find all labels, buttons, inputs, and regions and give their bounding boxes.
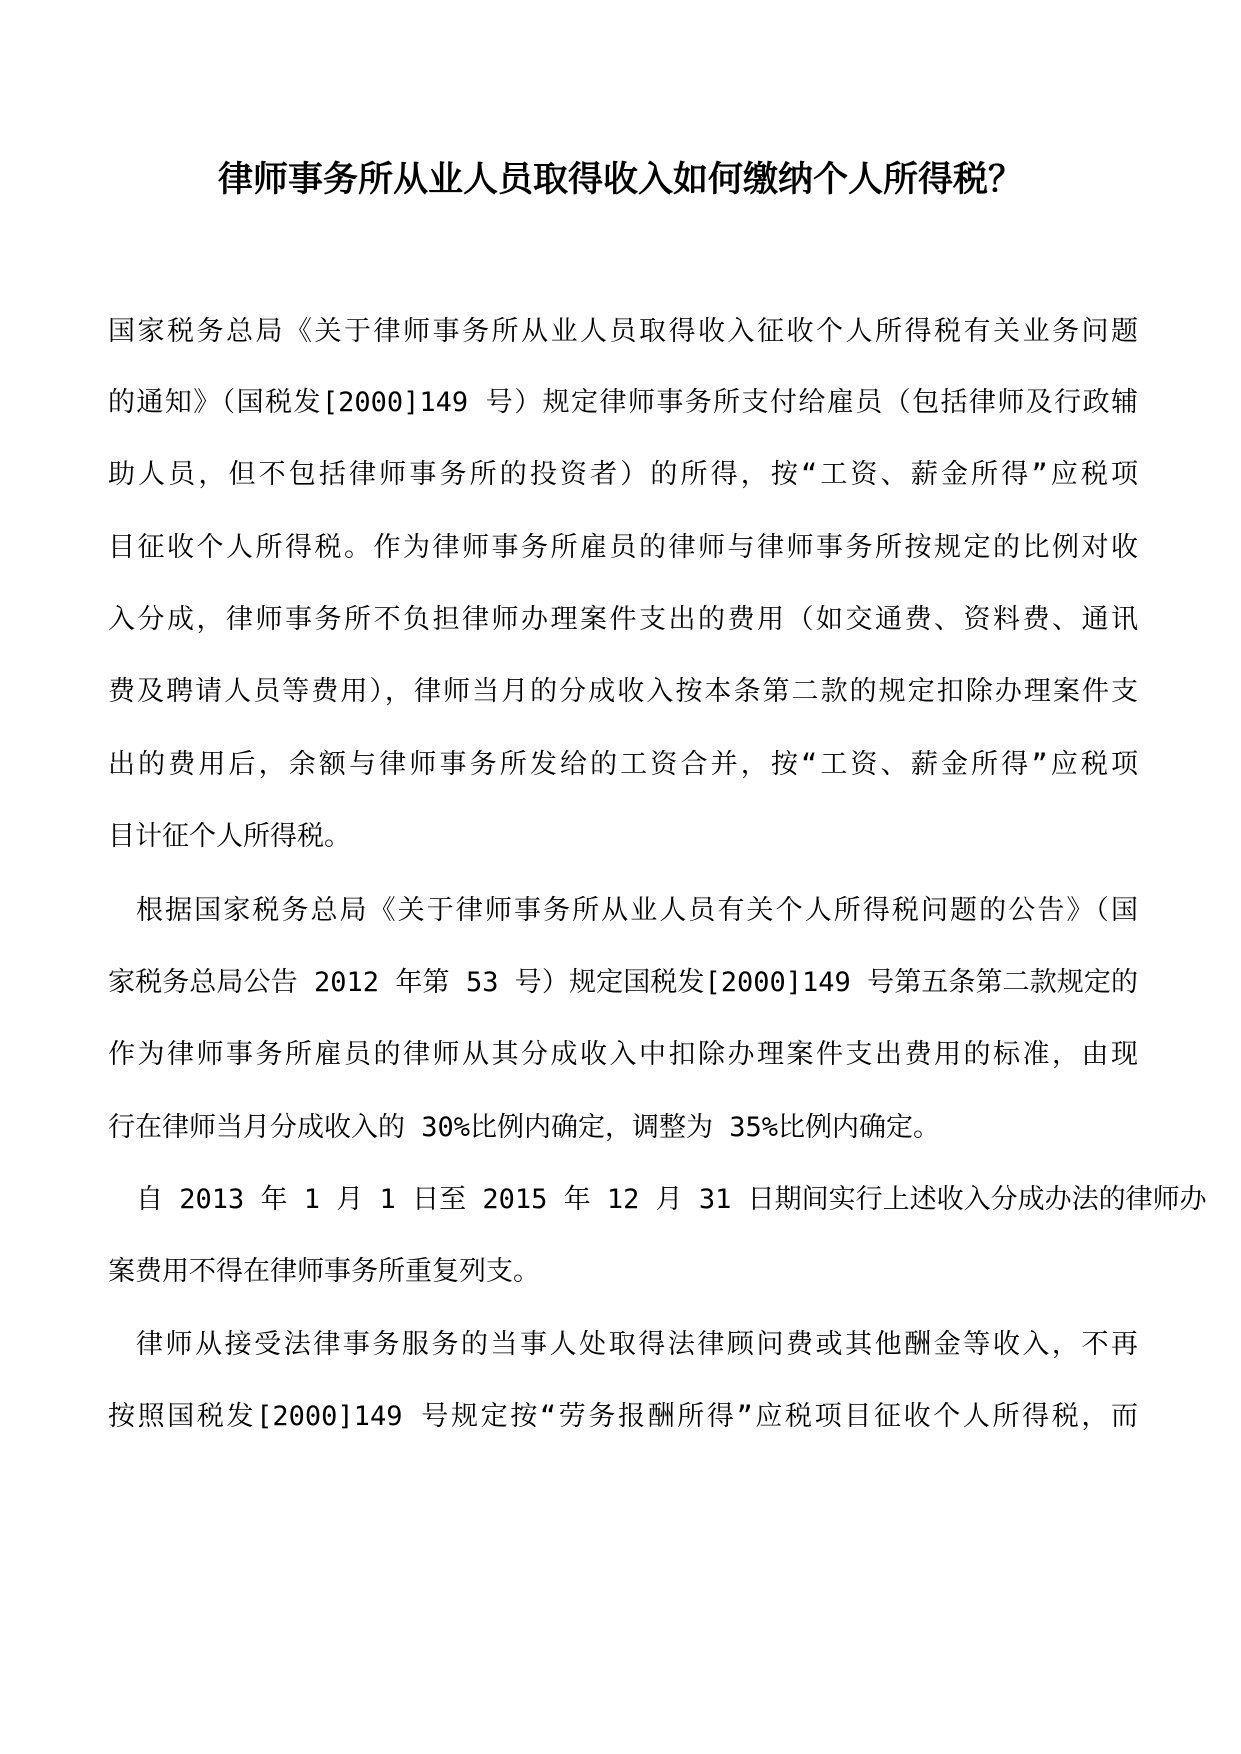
paragraph-line: 家税务总局公告 2012 年第 53 号）规定国税发[2000]149 号第五条第二款规定的 [108, 967, 1138, 998]
paragraph-line: 助人员，但不包括律师事务所的投资者）的所得，按“工资、薪金所得”应税项 [108, 459, 1138, 490]
paragraph-line: 国家税务总局《关于律师事务所从业人员取得收入征收个人所得税有关业务问题 [108, 316, 1138, 347]
paragraph-line: 入分成，律师事务所不负担律师办理案件支出的费用（如交通费、资料费、通讯 [108, 604, 1138, 635]
paragraph-line: 出的费用后，余额与律师事务所发给的工资合并，按“工资、薪金所得”应税项 [108, 749, 1138, 780]
paragraph-line: 费及聘请人员等费用），律师当月的分成收入按本条第二款的规定扣除办理案件支 [108, 676, 1138, 707]
paragraph-line: 自 2013 年 1 月 1 日至 2015 年 12 月 31 日期间实行上述收入分成办法的律师办 [136, 1184, 1207, 1215]
paragraph-line: 律师从接受法律事务服务的当事人处取得法律顾问费或其他酬金等收入，不再 [136, 1329, 1138, 1360]
paragraph-line: 目征收个人所得税。作为律师事务所雇员的律师与律师事务所按规定的比例对收 [108, 532, 1138, 563]
paragraph-line: 按照国税发[2000]149 号规定按“劳务报酬所得”应税项目征收个人所得税，而 [108, 1401, 1138, 1432]
paragraph-line: 案费用不得在律师事务所重复列支。 [108, 1256, 540, 1287]
paragraph-line: 目计征个人所得税。 [108, 821, 351, 852]
paragraph-line: 作为律师事务所雇员的律师从其分成收入中扣除办理案件支出费用的标准，由现 [108, 1039, 1138, 1070]
paragraph-line: 的通知》（国税发[2000]149 号）规定律师事务所支付给雇员（包括律师及行政辅 [108, 387, 1138, 418]
paragraph-line: 行在律师当月分成收入的 30%比例内确定，调整为 35%比例内确定。 [108, 1112, 941, 1143]
document-title: 律师事务所从业人员取得收入如何缴纳个人所得税？ [217, 159, 1023, 200]
paragraph-line: 根据国家税务总局《关于律师事务所从业人员有关个人所得税问题的公告》（国 [136, 895, 1138, 926]
